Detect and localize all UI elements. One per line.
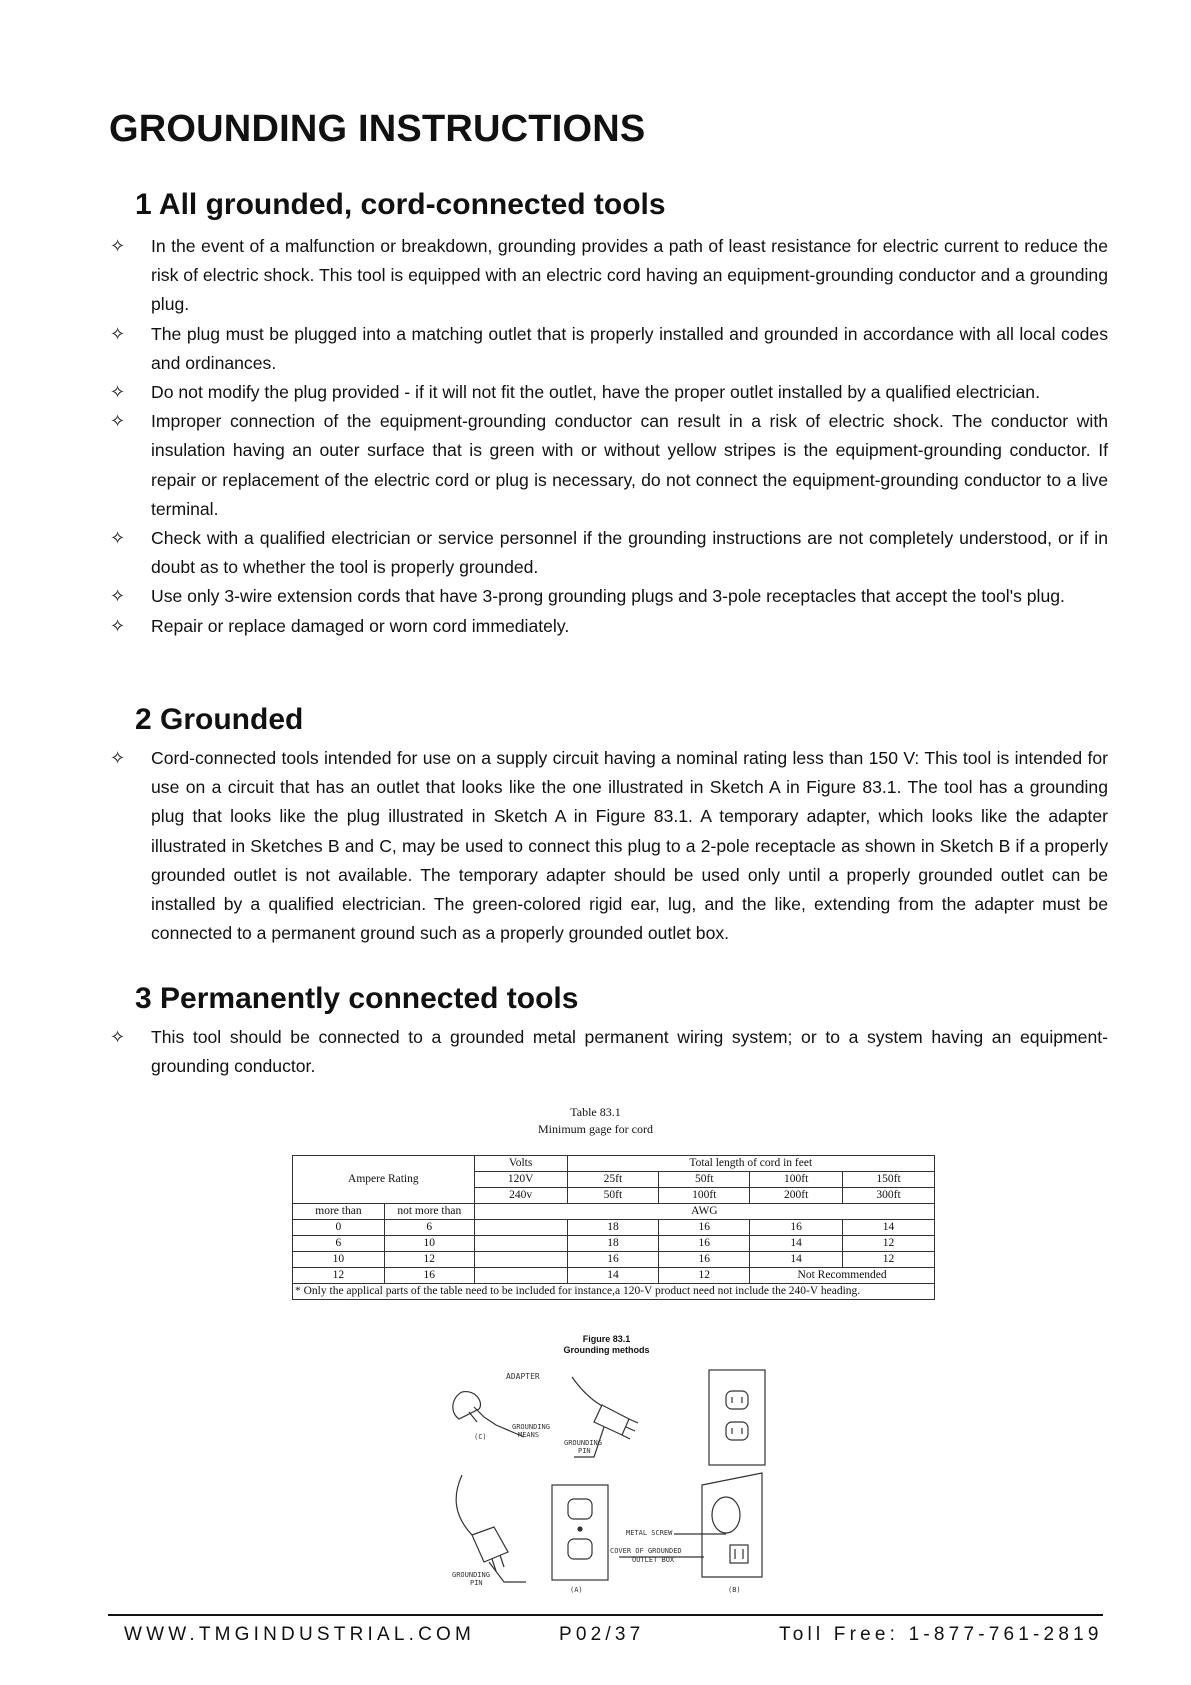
- table-caption-number: Table 83.1: [570, 1105, 621, 1119]
- table-row: [293, 1156, 935, 1172]
- sketch-b-label: (B): [728, 1586, 741, 1594]
- table-cell: 300ft: [843, 1188, 935, 1204]
- table-cell: 12: [843, 1236, 935, 1252]
- table-cell: 18: [567, 1236, 659, 1252]
- table-cell: 200ft: [750, 1188, 843, 1204]
- diamond-star-icon: ✧: [110, 615, 126, 637]
- table-row: [293, 1220, 935, 1236]
- table-cell: 14: [567, 1268, 659, 1284]
- volts-240: 240v: [474, 1188, 567, 1204]
- table-cell: 16: [750, 1220, 843, 1236]
- outlet-sketch-b: [610, 1473, 762, 1594]
- diamond-star-icon: ✧: [110, 323, 126, 345]
- diamond-star-icon: ✧: [110, 586, 126, 608]
- more-than-header: more than: [293, 1204, 385, 1220]
- grounding-means-label-1: GROUNDING: [512, 1423, 550, 1431]
- table-cell: 16: [384, 1268, 474, 1284]
- figure-caption-title: Grounding methods: [563, 1345, 650, 1355]
- table-cell: 16: [659, 1220, 750, 1236]
- section-1-list: [110, 232, 1108, 641]
- table-row: [293, 1252, 935, 1268]
- diamond-star-icon: ✧: [110, 411, 126, 433]
- table-cell: 150ft: [843, 1172, 935, 1188]
- table-cell: [474, 1236, 567, 1252]
- section-heading-3: 3 Permanently connected tools: [135, 982, 579, 1015]
- table-cell: [474, 1220, 567, 1236]
- outlet-sketch-a: [552, 1485, 608, 1594]
- section-2-list: [110, 744, 1108, 948]
- table-row: [293, 1268, 935, 1284]
- footer-page-number: P02/37: [559, 1624, 645, 1645]
- list-item: ✧ Repair or replace damaged or worn cord immediately.: [110, 612, 1108, 641]
- table-row: [293, 1284, 935, 1300]
- table-cell: 14: [750, 1252, 843, 1268]
- not-more-than-header: not more than: [384, 1204, 474, 1220]
- plug-sketch-bottom: [452, 1475, 526, 1587]
- volts-120: 120V: [474, 1172, 567, 1188]
- list-item: ✧ Cord-connected tools intended for use on a supply circuit having a nominal rating less than 150 V: This tool is intended for use on a circuit that has an outlet that looks like the one illustrated in Sketch A in Figure 83.1. The tool has a grounding plug that looks like the plug illustrated in Sketch A in Figure 83.1. A temporary adapter, which looks like the adapter illustrated in Sketches B and C, may be used to connect this plug to a 2-pole receptacle as shown in Sketch B if a properly grounded outlet is not available. The temporary adapter should be used only until a properly grounded outlet can be installed by a qualified electrician. The green-colored rigid ear, lug, and the like, extending from the adapter must be connected to a permanent ground such as a properly grounded outlet box.: [110, 744, 1108, 948]
- grounding-methods-figure: [444, 1367, 774, 1594]
- plug-sketch-top: [564, 1377, 638, 1457]
- table-cell: 14: [843, 1220, 935, 1236]
- diamond-star-icon: ✧: [110, 236, 126, 257]
- grounding-pin-label-top-2: PIN: [578, 1447, 591, 1455]
- cover-label-2: OUTLET BOX: [632, 1556, 675, 1564]
- table-cell: 16: [567, 1252, 659, 1268]
- table-row: [293, 1236, 935, 1252]
- list-item: ✧ Check with a qualified electrician or service personnel if the grounding instructions are not completely understood, or if in doubt as to whether the tool is properly grounded.: [110, 524, 1108, 582]
- cord-gage-table: [292, 1155, 935, 1300]
- list-item: ✧ The plug must be plugged into a matching outlet that is properly installed and grounded in accordance with all local codes and ordinances.: [110, 320, 1108, 378]
- table-cell: 100ft: [659, 1188, 750, 1204]
- table-cell: 50ft: [659, 1172, 750, 1188]
- metal-screw-label: METAL SCREW: [626, 1529, 673, 1537]
- table-note: * Only the applical parts of the table need to be included for instance,a 120-V product need not include the 240-V heading.: [293, 1284, 935, 1300]
- table-cell: 6: [293, 1236, 385, 1252]
- grounding-pin-label-bottom-2: PIN: [470, 1579, 483, 1587]
- list-item: ✧ Use only 3-wire extension cords that have 3-prong grounding plugs and 3-pole receptacles that accept the tool's plug.: [110, 582, 1108, 611]
- table-cell: 25ft: [567, 1172, 659, 1188]
- table-cell: 10: [293, 1252, 385, 1268]
- grounding-pin-label-top-1: GROUNDING: [564, 1439, 602, 1447]
- table-cell: 10: [384, 1236, 474, 1252]
- footer-toll-free: Toll Free: 1-877-761-2819: [779, 1624, 1103, 1645]
- total-length-header: Total length of cord in feet: [567, 1156, 934, 1172]
- outlet-sketch-top: [709, 1370, 765, 1465]
- not-recommended-cell: Not Recommended: [750, 1268, 935, 1284]
- footer-website: WWW.TMGINDUSTRIAL.COM: [124, 1624, 476, 1645]
- figure-caption-number: Figure 83.1: [582, 1334, 631, 1344]
- table-cell: 12: [843, 1252, 935, 1268]
- list-item: ✧ Improper connection of the equipment-grounding conductor can result in a risk of electric shock. The conductor with insulation having an outer surface that is green with or without yellow stripes is the equipment-grounding conductor. If repair or replacement of the electric cord or plug is necessary, do not connect the equipment-grounding conductor to a live terminal.: [110, 407, 1108, 524]
- sketch-a-label: (A): [570, 1586, 583, 1594]
- awg-header: AWG: [474, 1204, 934, 1220]
- grounding-pin-label-bottom-1: GROUNDING: [452, 1571, 490, 1579]
- list-item: ✧ Do not modify the plug provided - if it will not fit the outlet, have the proper outlet installed by a qualified electrician.: [110, 378, 1108, 407]
- table-cell: 50ft: [567, 1188, 659, 1204]
- table-cell: 18: [567, 1220, 659, 1236]
- table-cell: 12: [659, 1268, 750, 1284]
- table-cell: [474, 1252, 567, 1268]
- table-cell: 6: [384, 1220, 474, 1236]
- table-caption-title: Minimum gage for cord: [538, 1122, 653, 1136]
- table-cell: 12: [384, 1252, 474, 1268]
- footer-rule: [108, 1614, 1103, 1616]
- table-cell: 16: [659, 1252, 750, 1268]
- sketch-c-label: (C): [474, 1433, 487, 1441]
- section-heading-2: 2 Grounded: [135, 703, 304, 736]
- list-item: ✧ This tool should be connected to a grounded metal permanent wiring system; or to a system having an equipment-grounding conductor.: [110, 1023, 1108, 1081]
- diamond-star-icon: ✧: [110, 382, 126, 404]
- adapter-label: ADAPTER: [506, 1372, 540, 1381]
- grounding-means-label-2: MEANS: [518, 1431, 540, 1439]
- table-cell: [474, 1268, 567, 1284]
- cover-label-1: COVER OF GROUNDED: [610, 1547, 682, 1555]
- section-heading-1: 1 All grounded, cord-connected tools: [135, 188, 666, 221]
- page-title: GROUNDING INSTRUCTIONS: [109, 108, 646, 150]
- diamond-star-icon: ✧: [110, 748, 126, 769]
- diamond-star-icon: ✧: [110, 1027, 126, 1048]
- table-cell: 14: [750, 1236, 843, 1252]
- diamond-star-icon: ✧: [110, 528, 126, 550]
- table-cell: 100ft: [750, 1172, 843, 1188]
- adapter-sketch: [453, 1372, 550, 1441]
- table-cell: 0: [293, 1220, 385, 1236]
- table-cell: 12: [293, 1268, 385, 1284]
- section-3-list: [110, 1023, 1108, 1081]
- ampere-rating-header: Ampere Rating: [293, 1156, 475, 1204]
- volts-header: Volts: [474, 1156, 567, 1172]
- table-cell: 16: [659, 1236, 750, 1252]
- list-item: ✧ In the event of a malfunction or breakdown, grounding provides a path of least resistance for electric current to reduce the risk of electric shock. This tool is equipped with an electric cord having an equipment-grounding conductor and a grounding plug.: [110, 232, 1108, 320]
- table-row: [293, 1204, 935, 1220]
